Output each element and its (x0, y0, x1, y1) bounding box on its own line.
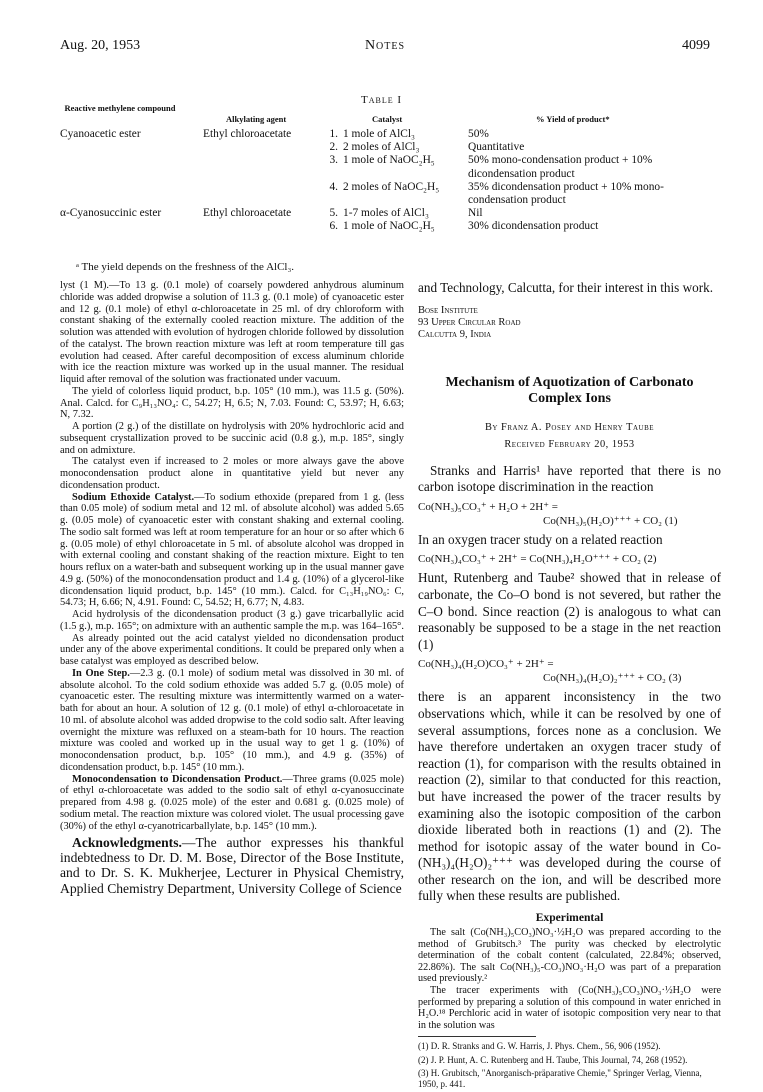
table-cell-catalyst: 2 moles of NaOC₂H₅ (343, 180, 440, 193)
paragraph: A portion (2 g.) of the distillate on hydrolysis with 20% hydrochloric acid and subsequent crystallization proved to be succinic acid (0.8 g.), m.p. 185°, singly and on admixture. (60, 421, 404, 456)
article-authors: By Franz A. Posey and Henry Taube (484, 421, 655, 433)
table-footnote: ᵃ The yield depends on the freshness of the AlCl₃. (76, 261, 295, 273)
table-cell-compound: Cyanoacetic ester (60, 128, 141, 140)
section-run-in-head: Monocondensation to Dicondensation Product. (72, 773, 283, 785)
table-row (60, 141, 725, 154)
page-number: 4099 (682, 38, 710, 53)
equation-3: Co(NH₃)₄(H₂O)CO₃⁺ + 2H⁺ = Co(NH₃)₄(H₂O)₂⁺⁺⁺ + CO₂ (3) (418, 658, 682, 685)
article-title: Mechanism of Aquotization of Carbonato Complex Ions (445, 374, 694, 406)
header-date: Aug. 20, 1953 (60, 38, 141, 53)
paragraph: Acid hydrolysis of the dicondensation product (3 g.) gave tricarballylic acid (1.5 g.), m.p. 165°; on admixture with an authentic sample the m.p. was 164–165°. (60, 609, 404, 632)
table-cell-catalyst: 1-7 moles of AlCl₃ (343, 207, 429, 220)
left-column (60, 280, 404, 896)
right-column (418, 280, 721, 1092)
col-header-catalyst: Catalyst (372, 114, 403, 124)
paragraph: As already pointed out the acid catalyst yielded no dicondensation product under any of the above experimental conditions. It could be prepared only when a base catalyst was employed as described below. (60, 632, 404, 667)
header-section: Notes (364, 38, 406, 53)
table-cell-yield: Nil (468, 207, 483, 220)
table-row (60, 128, 725, 141)
table-cell-compound: α-Cyanosuccinic ester (60, 207, 162, 220)
table-cell-catalyst: 1 mole of AlCl₃ (343, 128, 415, 140)
equation-2: Co(NH₃)₄CO₃⁺ + 2H⁺ = Co(NH₃)₄H₂O⁺⁺⁺ + CO₂ (2) (418, 553, 657, 566)
footnote: (2) J. P. Hunt, A. C. Rutenberg and H. Taube, This Journal, 74, 268 (1952). (418, 1054, 688, 1065)
footnote-divider (418, 1036, 536, 1037)
table-cell-yield: condensation product (468, 193, 566, 206)
table-cell-num: 1. (329, 128, 338, 140)
section-heading-experimental: Experimental (535, 911, 604, 925)
table-cell-num: 5. (329, 207, 338, 220)
paragraph: Sodium Ethoxide Catalyst.—To sodium ethoxide (prepared from 1 g. (less than 0.05 mole) of sodium metal and 12 ml. of absolute alcohol) was added 5.65 g. (0.05 mole) of cyanoacetic ester with constant shaking and external cooling. The sodio salt formed was left at room temperature for an hour or so after which 6 g. (0.05 mole) of ethyl chloroacetate in 5 ml. of absolute alcohol was dropped in with external cooling and constant shaking of the reaction mixture. Eight to ten hours reflux on a water-bath and subsequent working up in the usual manner gave 4.9 g. (50%) of the monocondensation product and 1.4 g. (10%) of a glycerol-like dicondensation liquid product, b.p. 145° (10 mm.). Calcd. for C₁₃H₁₉NO₆: C, 54.73; H, 6.66; N, 4.91. Found: C, 54.52; H, 6.77; N, 4.83. (60, 491, 404, 609)
table-row (60, 194, 725, 207)
paragraph: lyst (1 M).—To 13 g. (0.1 mole) of coarsely powdered anhydrous aluminum chloride was added dropwise a solution of 11.3 g. (0.1 mole) of cyanoacetic ester and 12 g. (0.1 mole) of ethyl α-chloroacetate in 25 ml. of dry chloroform with constant shaking of the externally cooled reaction mixture. The addition of the solution was attended with evolution of hydrogen chloride followed by dissolution of the catalyst. The brown reaction mixture was left at room temperature till gas evolution had ceased. After careful decomposition of excess aluminum chloride with ice the reaction mixture was worked up in the usual manner. The residual liquid after removal of the solution was fractionated under vacuum. (60, 280, 404, 385)
paragraph: The yield of colorless liquid product, b.p. 105° (10 mm.), was 11.5 g. (50%). Anal. Calcd. for C₉H₁₃NO₄: C, 54.27; H, 6.5; N, 7.03. Found: C, 53.97; H, 6.63; N, 7.32. (60, 385, 404, 421)
paragraph: In an oxygen tracer study on a related reaction (418, 531, 663, 547)
section-run-in-head: Sodium Ethoxide Catalyst. (72, 491, 195, 503)
table-row (60, 207, 725, 220)
col-header-agent: Alkylating agent (226, 114, 287, 124)
affiliation-address: Bose Institute 93 Upper Circular Road Calcutta 9, India (418, 304, 521, 340)
table-cell-agent: Ethyl chloroacetate (203, 207, 292, 220)
acknowledgments: Acknowledgments.—The author expresses his thankful indebtedness to Dr. D. M. Bose, Director of the Bose Institute, and to Dr. S. K. Mukherjee, Lecturer in Physical Chemistry, Applied Chemistry Department, University College of Science (60, 835, 404, 896)
col-header-yield: % Yield of product* (536, 114, 610, 124)
table-row (60, 181, 725, 194)
paragraph: there is an apparent inconsistency in the two observations which, while it can be resolved by one of several assumptions, forces none as a conclusion. We have therefore undertaken an oxygen tracer study of reaction (1), for comparison with the results obtained in reaction (2), similar to that conducted for this reaction, but have increased the power of the tracer results by examining also the isotopic composition of the carbon dioxide liberated both in reactions (1) and (2). The method for isotopic assay of the water bound in Co-(NH₃)₄(H₂O)₂⁺⁺⁺ was developed during the course of other research on the ion, and will be described more fully when these results are published. (418, 689, 721, 904)
footnote: (1) D. R. Stranks and G. W. Harris, J. Phys. Chem., 56, 906 (1952). (418, 1041, 661, 1052)
page-header (60, 38, 710, 58)
paragraph: Hunt, Rutenberg and Taube² showed that in release of carbonate, the Co–O bond is not severed, but rather the C–O bond. Since reaction (2) is analogous to what can reasonably be supposed to be a stage in the net reaction (1) (418, 570, 721, 652)
table-cell-catalyst: 1 mole of NaOC₂H₅ (343, 220, 435, 233)
equation-1: Co(NH₃)₅CO₃⁺ + H₂O + 2H⁺ = Co(NH₃)₅(H₂O)⁺⁺⁺ + CO₂ (1) (418, 500, 678, 527)
table-cell-catalyst: 2 moles of AlCl₃ (343, 141, 420, 154)
table-cell-yield: Quantitative (468, 141, 525, 154)
paragraph: The catalyst even if increased to 2 moles or more always gave the above monocondensation product alone in quantitative yield but never any dicondensation product. (60, 456, 404, 491)
table-caption: Table I (360, 94, 403, 106)
table-body (60, 128, 725, 234)
table-row (60, 168, 725, 181)
table-cell-catalyst: 1 mole of NaOC₂H₅ (343, 154, 435, 167)
table-cell-num: 6. (329, 220, 338, 233)
paragraph: The tracer experiments with (Co(NH₃)₅CO₃)NO₃·½H₂O were performed by preparing a solution of this compound in water enriched in H₂O.¹⁸ Perchloric acid in water of isotopic composition very near to that in the solution was (418, 985, 721, 1031)
footnote: (3) H. Grubitsch, "Anorganisch-präparative Chemie," Springer Verlag, Vienna, 1950, p. 441. (418, 1067, 702, 1090)
table-row (60, 154, 725, 167)
table-cell-yield: 35% dicondensation product + 10% mono- (468, 180, 664, 193)
received-date: Received February 20, 1953 (504, 438, 635, 450)
paragraph: Monocondensation to Dicondensation Product.—Three grams (0.025 mole) of ethyl α-chloroacetate was added to the sodio salt of ethyl α-cyanosuccinate prepared from 4.98 g. (0.025 mole) of the ester and 0.681 g. (0.025 mole) of sodium metal. The reaction mixture was colored violet. The usual processing gave (30%) of the ethyl α-cyanotricarballylate, b.p. 145° (10 mm.). (60, 773, 404, 832)
table-cell-yield: dicondensation product (468, 167, 575, 180)
table-cell-yield: 50% mono-condensation product + 10% (468, 154, 653, 167)
table-cell-num: 3. (329, 154, 338, 167)
section-run-in-head: In One Step. (72, 667, 130, 679)
table-cell-yield: 50% (468, 128, 489, 140)
paragraph: and Technology, Calcutta, for their interest in this work. (418, 280, 713, 295)
table-cell-num: 4. (329, 180, 338, 193)
table-cell-agent: Ethyl chloroacetate (203, 128, 292, 140)
table-row (60, 220, 725, 233)
table-cell-yield: 30% dicondensation product (468, 220, 599, 233)
col-header-compound: Reactive methylene compound (64, 103, 176, 113)
paragraph: In One Step.—2.3 g. (0.1 mole) of sodium metal was dissolved in 30 ml. of absolute alcohol. To the cold sodium ethoxide was added 5.7 g. (0.05 mole) of cyanoacetic ester. The resulting mixture was intermittently warmed on a water-bath for about an hour. A solution of 12 g. (0.1 mole) of ethyl α-chloroacetate in 10 ml. of absolute alcohol was added dropwise to the cold sodio salt. After leaving overnight the mixture was refluxed on a steam-bath for 10 hours. The reaction mixture was cooled and worked up in the usual way to get 1 g. (10%) of monocondensation product, b.p. 105° (10 mm.), and 4.9 g. (35%) of dicondensation product, b.p. 145° (10 mm.). (60, 667, 404, 773)
paragraph: The salt (Co(NH₃)₅CO₃)NO₃·½H₂O was prepared according to the method of Grubitsch.³ The purity was checked by electrolytic determination of the cobalt content (calculated, 22.84%; observed, 22.86%). The salt Co(NH₃)₅-CO₃)NO₃·H₂O was part of a preparation used previously.² (418, 927, 721, 985)
paragraph: Stranks and Harris¹ have reported that there is no carbon isotope discrimination in the reaction (418, 462, 721, 495)
table-cell-num: 2. (329, 141, 338, 154)
